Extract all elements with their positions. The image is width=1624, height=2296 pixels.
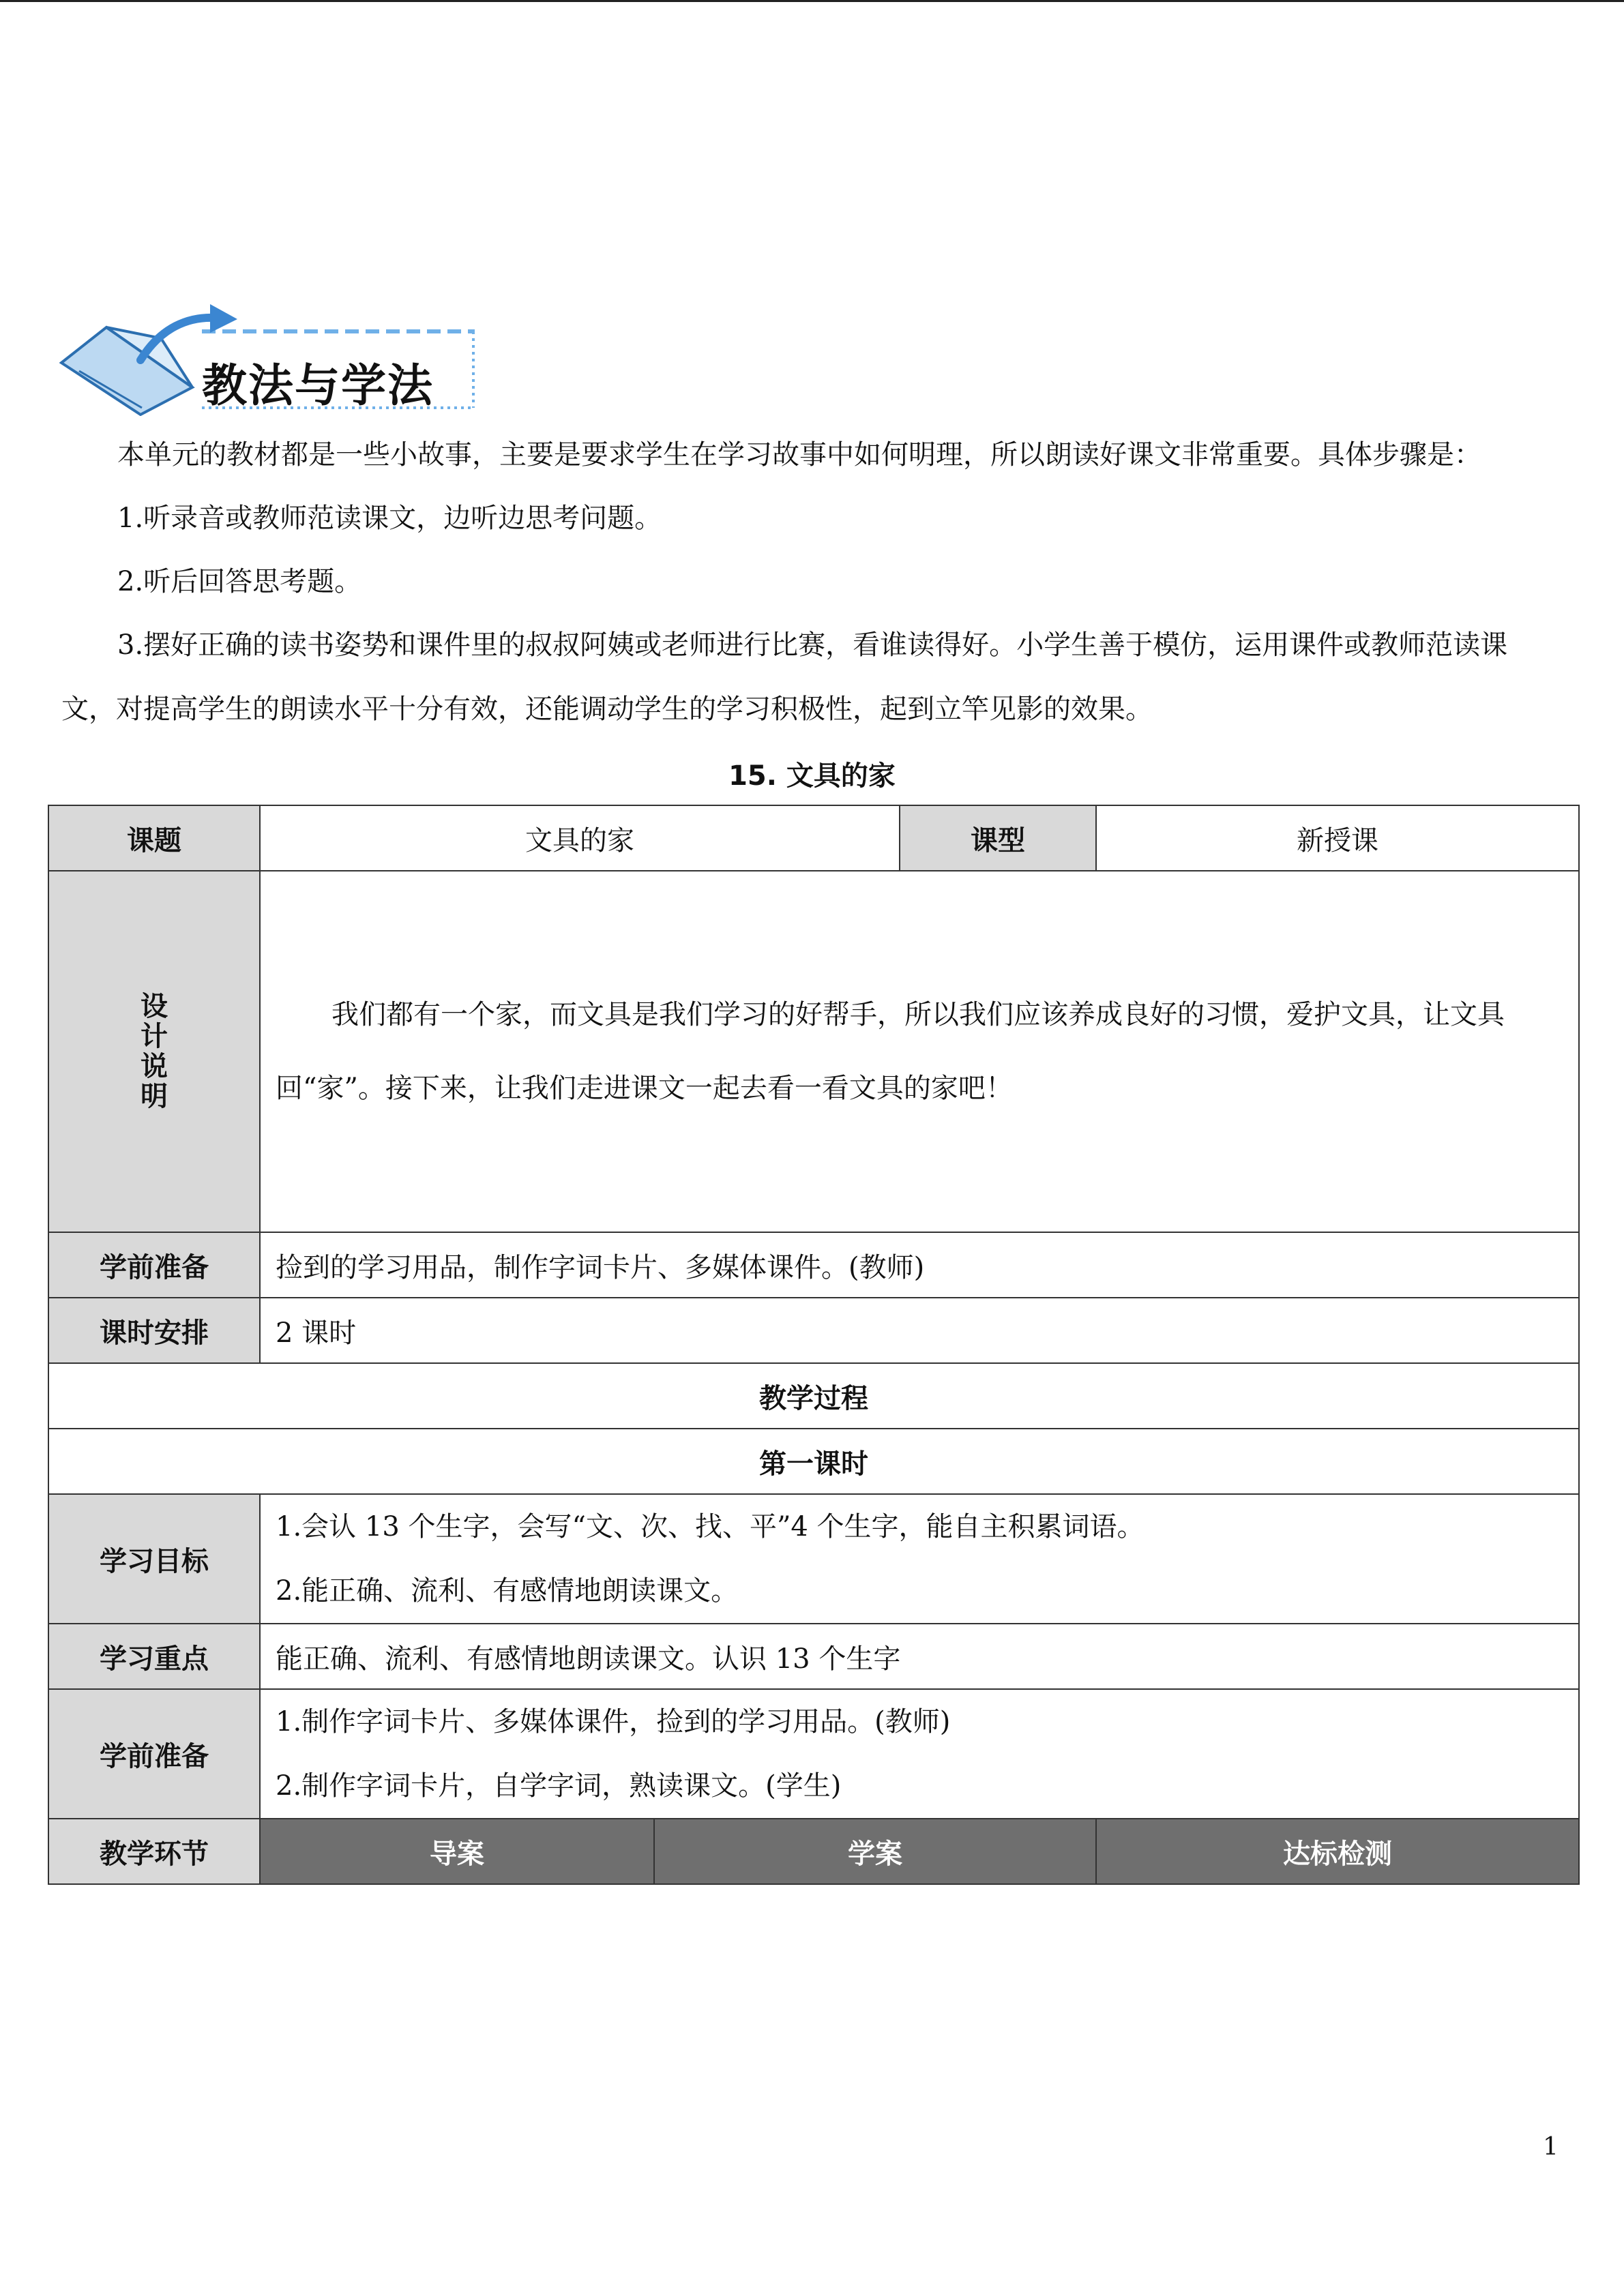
design-label-char: 计 xyxy=(141,1020,168,1052)
process-heading: 教学过程 xyxy=(48,1363,1579,1429)
process-heading-row xyxy=(48,1363,1579,1429)
period-heading-row xyxy=(48,1429,1579,1494)
focus-value: 能正确、流利、有感情地朗读课文。认识 13 个生字 xyxy=(260,1624,1579,1689)
topic-row xyxy=(48,805,1579,871)
page-top-border xyxy=(0,0,1624,2)
prep2-item: 2.制作字词卡片，自学字词，熟读课文。(学生) xyxy=(276,1770,842,1802)
focus-label: 学习重点 xyxy=(48,1624,260,1689)
prep2-row xyxy=(48,1689,1579,1819)
type-value: 新授课 xyxy=(1096,805,1579,871)
section-banner xyxy=(59,300,482,416)
prep2-label: 学前准备 xyxy=(48,1689,260,1819)
goals-label: 学习目标 xyxy=(48,1494,260,1624)
design-description: 我们都有一个家，而文具是我们学习的好帮手，所以我们应该养成良好的习惯，爱护文具，让文具回“家”。接下来，让我们走进课文一起去看一看文具的家吧！ xyxy=(260,871,1579,1232)
goals-row xyxy=(48,1494,1579,1624)
type-label: 课型 xyxy=(900,805,1096,871)
col-study-header: 学案 xyxy=(654,1819,1096,1884)
intro-step-1: 1.听录音或教师范读课文，边听边思考问题。 xyxy=(117,503,662,534)
lesson-plan-table xyxy=(48,805,1580,1885)
page-number: 1 xyxy=(1543,2133,1559,2161)
hours-value: 2 课时 xyxy=(260,1298,1579,1363)
focus-row xyxy=(48,1624,1579,1689)
intro-step-3: 3.摆好正确的读书姿势和课件里的叔叔阿姨或老师进行比赛，看谁读得好。小学生善于模仿，运用课件或教师范读课文，对提高学生的朗读水平十分有效，还能调动学生的学习积极性，起到立竿见影的效果。 xyxy=(61,629,1508,725)
prep2-list xyxy=(260,1689,1579,1819)
design-label-char: 明 xyxy=(141,1080,168,1112)
stage-header-row xyxy=(48,1819,1579,1884)
topic-value: 文具的家 xyxy=(260,805,900,871)
col-guide-header: 导案 xyxy=(260,1819,654,1884)
intro-paragraph: 本单元的教材都是一些小故事，主要是要求学生在学习故事中如何明理，所以朗读好课文非常重要。具体步骤是： xyxy=(117,439,1481,471)
design-row xyxy=(48,871,1579,1232)
prep-value: 捡到的学习用品，制作字词卡片、多媒体课件。(教师) xyxy=(260,1232,1579,1298)
goals-list xyxy=(260,1494,1579,1624)
prep-row xyxy=(48,1232,1579,1298)
prep-label: 学前准备 xyxy=(48,1232,260,1298)
goal-item: 2.能正确、流利、有感情地朗读课文。 xyxy=(276,1575,739,1607)
hours-label: 课时安排 xyxy=(48,1298,260,1363)
topic-label: 课题 xyxy=(48,805,260,871)
period-heading: 第一课时 xyxy=(48,1429,1579,1494)
section-title: 教法与学法 xyxy=(202,359,434,412)
prep2-item: 1.制作字词卡片、多媒体课件，捡到的学习用品。(教师) xyxy=(276,1706,951,1738)
design-label xyxy=(48,871,260,1232)
col-check-header: 达标检测 xyxy=(1096,1819,1579,1884)
goal-item: 1.会认 13 个生字，会写“文、次、找、平”4 个生字，能自主积累词语。 xyxy=(276,1511,1145,1542)
stage-label: 教学环节 xyxy=(48,1819,260,1884)
hours-row xyxy=(48,1298,1579,1363)
design-label-char: 设 xyxy=(141,990,168,1022)
intro-step-2: 2.听后回答思考题。 xyxy=(117,566,362,597)
design-label-char: 说 xyxy=(141,1050,168,1082)
lesson-title: 15. 文具的家 xyxy=(728,760,896,792)
